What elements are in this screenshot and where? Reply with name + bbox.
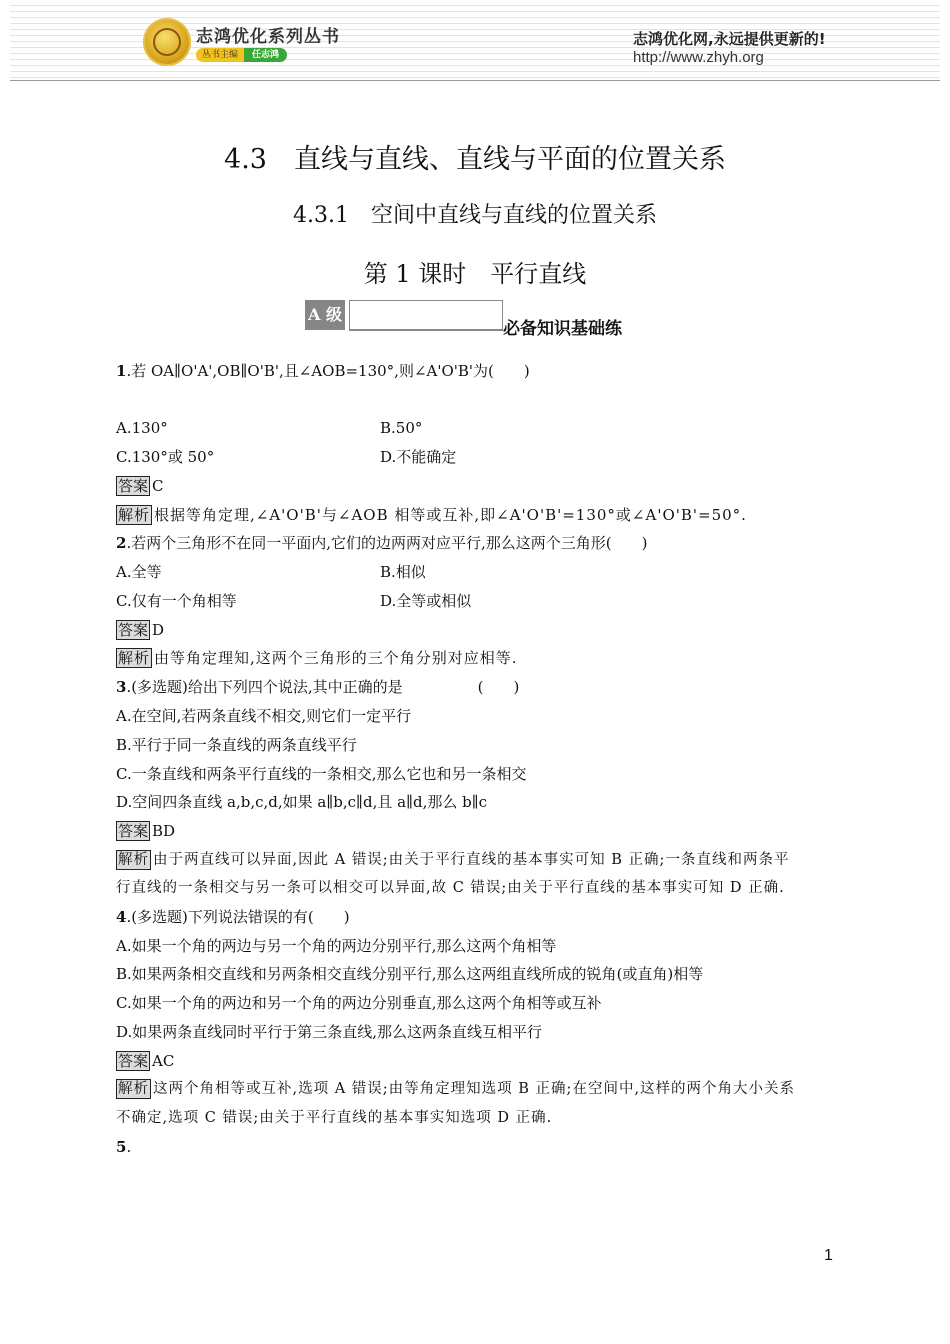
option: B.50° xyxy=(380,419,423,437)
option: C.一条直线和两条平行直线的一条相交,那么它也和另一条相交 xyxy=(116,765,527,783)
page-number: 1 xyxy=(824,1247,833,1264)
level-badge: A 级 xyxy=(305,300,345,330)
option: A.130° xyxy=(116,419,168,437)
question-3-analysis: 解析 由于两直线可以异面,因此 A 错误;由关于平行直线的基本事实可知 B 正确;一条直线和两条平 xyxy=(118,852,790,868)
question-1-options-row-1 xyxy=(116,418,423,438)
series-title: 志鸿优化系列丛书 xyxy=(196,27,340,47)
option: A.如果一个角的两边与另一个角的两边分别平行,那么这两个角相等 xyxy=(116,937,557,955)
analysis-tag: 解析 xyxy=(118,852,149,868)
option: B.如果两条相交直线和另两条相交直线分别平行,那么这两组直线所成的锐角(或直角)相等 xyxy=(116,965,704,983)
question-4-analysis: 解析 这两个角相等或互补,选项 A 错误;由等角定理知选项 B 正确;在空间中,这样的两个角大小关系 xyxy=(118,1081,796,1097)
page-header xyxy=(0,0,950,90)
option: C.130°或 50° xyxy=(116,448,215,466)
analysis-tag: 解析 xyxy=(118,506,151,524)
option: B.平行于同一条直线的两条直线平行 xyxy=(116,736,357,754)
answer-tag: 答案 xyxy=(118,1052,149,1070)
editor-label: 丛书主编 xyxy=(196,48,244,62)
option: B.相似 xyxy=(380,563,426,581)
header-slogan: 志鸿优化网,永远提供更新的! xyxy=(633,30,826,48)
option: A.全等 xyxy=(116,563,162,581)
answer-tag: 答案 xyxy=(118,477,149,495)
question-2-options-row-1 xyxy=(116,562,426,582)
option: C.如果一个角的两边和另一个角的两边分别垂直,那么这两个角相等或互补 xyxy=(116,994,602,1012)
option: D.空间四条直线 a,b,c,d,如果 a∥b,c∥d,且 a∥d,那么 b∥c xyxy=(116,793,488,811)
lesson-title: 第 1 课时 平行直线 xyxy=(363,260,587,288)
option: C.仅有一个角相等 xyxy=(116,592,237,610)
option: A.在空间,若两条直线不相交,则它们一定平行 xyxy=(116,707,412,725)
analysis-tag: 解析 xyxy=(118,1081,149,1097)
answer-tag: 答案 xyxy=(118,822,149,840)
question-1-options-row-2 xyxy=(116,447,457,467)
question-2-options-row-2 xyxy=(116,591,472,611)
question-3-answer: 答案 BD xyxy=(118,822,176,840)
question-1-analysis: 解析 根据等角定理,∠A'O'B'与∠AOB 相等或互补,即∠A'O'B'=130°或∠A'O'B'=50°. xyxy=(118,506,747,524)
editor-name: 任志鸿 xyxy=(244,48,287,62)
question-2-stem: 2.若两个三角形不在同一平面内,它们的边两两对应平行,那么这两个三角形( ) xyxy=(116,534,648,552)
option: D.如果两条直线同时平行于第三条直线,那么这两条直线互相平行 xyxy=(116,1023,543,1041)
series-logo-icon xyxy=(143,18,191,66)
level-box xyxy=(349,300,503,331)
question-4-answer: 答案 AC xyxy=(118,1052,175,1070)
level-text: 必备知识基础练 xyxy=(503,319,622,339)
question-5-stem: 5. xyxy=(116,1138,132,1156)
section-title: 4.3 直线与直线、直线与平面的位置关系 xyxy=(224,144,726,175)
header-url[interactable]: http://www.zhyh.org xyxy=(633,49,764,66)
editor-badge xyxy=(196,48,287,62)
option: D.全等或相似 xyxy=(380,592,472,610)
question-1-answer: 答案 C xyxy=(118,477,164,495)
answer-tag: 答案 xyxy=(118,621,149,639)
question-4-stem: 4.(多选题)下列说法错误的有( ) xyxy=(116,908,350,926)
question-1-stem: 1.若 OA∥O'A',OB∥O'B',且∠AOB=130°,则∠A'O'B'为( ) xyxy=(116,362,530,380)
question-2-answer: 答案 D xyxy=(118,621,165,639)
question-2-analysis: 解析 由等角定理知,这两个三角形的三个角分别对应相等. xyxy=(118,649,518,667)
analysis-tag: 解析 xyxy=(118,649,151,667)
question-4-analysis-cont: 不确定,选项 C 错误;由关于平行直线的基本事实知选项 D 正确. xyxy=(116,1110,553,1126)
option: D.不能确定 xyxy=(380,448,457,466)
question-3-stem: 3.(多选题)给出下列四个说法,其中正确的是 ( ) xyxy=(116,678,520,696)
subsection-title: 4.3.1 空间中直线与直线的位置关系 xyxy=(293,203,657,228)
header-divider xyxy=(10,80,940,81)
question-3-analysis-cont: 行直线的一条相交与另一条可以相交可以异面,故 C 错误;由关于平行直线的基本事实可知 D 正确. xyxy=(116,880,785,896)
